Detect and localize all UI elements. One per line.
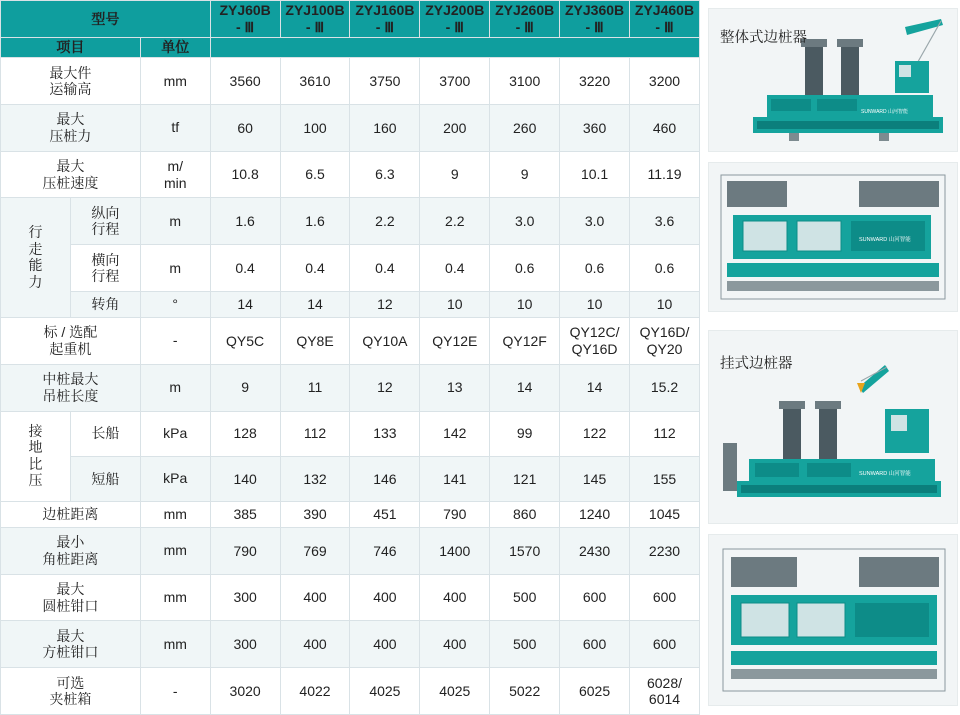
model-1-line2: - Ⅲ [236,19,255,36]
table-row [1,104,700,151]
row-value: 500 [490,621,560,668]
table-row [1,58,700,105]
row-value: 0.4 [420,245,490,292]
row-name: 最大 压桩速度 [1,151,141,198]
row-name: 可选 夹桩箱 [1,668,141,715]
header-model-label: 型号 [1,1,211,38]
row-value: 10 [560,291,630,317]
row-unit: m [140,245,210,292]
row-value: 600 [560,574,630,621]
row-value: 1045 [630,501,700,527]
row-value: 112 [630,411,700,456]
row-value: 790 [210,527,280,574]
row-value: 12 [350,291,420,317]
header-model-3 [350,1,420,38]
machine-diagram-4 [709,535,957,705]
row-value: 260 [490,104,560,151]
row-value: QY16D/ QY20 [630,318,700,365]
table-row [1,411,700,456]
row-value: 4022 [280,668,350,715]
row-value: 6025 [560,668,630,715]
row-value: 0.4 [280,245,350,292]
row-value: 145 [560,456,630,501]
header-model-2 [280,1,350,38]
row-value: 0.6 [560,245,630,292]
row-value: 121 [490,456,560,501]
row-value: 3.0 [490,198,560,245]
row-value: 9 [420,151,490,198]
row-value: 9 [210,364,280,411]
figure-top-view-attached [708,534,958,706]
row-value: 3.6 [630,198,700,245]
row-value: 6.3 [350,151,420,198]
row-value: 146 [350,456,420,501]
header-unit-label: 单位 [140,38,210,58]
row-value: QY12F [490,318,560,365]
row-value: 1400 [420,527,490,574]
row-unit: mm [140,501,210,527]
header-model-1 [210,1,280,38]
row-value: 14 [490,364,560,411]
row-value: 300 [210,621,280,668]
row-unit: mm [140,574,210,621]
model-5-line2: - Ⅲ [515,19,534,36]
model-1-line1: ZYJ60B [219,2,271,18]
row-value: 769 [280,527,350,574]
row-value: 3750 [350,58,420,105]
row-value: 400 [280,574,350,621]
row-value: 142 [420,411,490,456]
row-value: QY12C/ QY16D [560,318,630,365]
caption-integrated-side-pile-device: 整体式边桩器 [720,30,807,46]
row-unit: mm [140,58,210,105]
row-value: 746 [350,527,420,574]
row-value: 400 [350,574,420,621]
row-name: 纵向 行程 [70,198,140,245]
caption-attached-side-pile-device: 挂式边桩器 [720,356,793,372]
row-value: 0.4 [210,245,280,292]
row-value: 1570 [490,527,560,574]
row-unit: kPa [140,456,210,501]
row-value: 14 [280,291,350,317]
row-value: 300 [210,574,280,621]
model-6-line1: ZYJ360B [564,2,625,18]
row-value: 133 [350,411,420,456]
model-5-line1: ZYJ260B [495,2,555,18]
row-unit: m [140,364,210,411]
row-value: 13 [420,364,490,411]
row-value: 3.0 [560,198,630,245]
table-row [1,198,700,245]
row-value: 132 [280,456,350,501]
row-value: 1240 [560,501,630,527]
row-value: 160 [350,104,420,151]
row-value: 0.6 [630,245,700,292]
header-model-4 [420,1,490,38]
svg-text:SUNWARD 山河智能: SUNWARD 山河智能 [861,109,909,115]
row-group-label [1,198,71,318]
model-4-line2: - Ⅲ [445,19,464,36]
row-value: 790 [420,501,490,527]
row-group-label-text: 行 走 能 力 [28,224,43,290]
table-row [1,291,700,317]
model-4-line1: ZYJ200B [425,2,485,18]
row-name: 标 / 选配 起重机 [1,318,141,365]
row-value: 390 [280,501,350,527]
row-value: 14 [560,364,630,411]
header-model-7 [630,1,700,38]
machine-diagram-2 [709,163,957,311]
row-value: 200 [420,104,490,151]
row-value: 3700 [420,58,490,105]
figure-top-view-integrated [708,162,958,312]
row-value: 400 [350,621,420,668]
row-name: 短船 [70,456,140,501]
row-value: QY8E [280,318,350,365]
row-value: 400 [420,621,490,668]
row-value: 460 [630,104,700,151]
row-value: 10 [630,291,700,317]
table-row [1,574,700,621]
row-value: 860 [490,501,560,527]
header-model-6 [560,1,630,38]
model-2-line2: - Ⅲ [305,19,325,36]
row-value: 600 [630,574,700,621]
row-value: 500 [490,574,560,621]
row-value: 3100 [490,58,560,105]
table-row [1,668,700,715]
table-row [1,621,700,668]
row-name: 横向 行程 [70,245,140,292]
row-value: 3200 [630,58,700,105]
row-unit: - [140,668,210,715]
row-unit: m/ min [140,151,210,198]
svg-text:SUNWARD 山河智能: SUNWARD 山河智能 [859,237,911,243]
row-value: 12 [350,364,420,411]
row-value: 0.6 [490,245,560,292]
row-value: 2430 [560,527,630,574]
model-6-line2: - Ⅲ [585,19,604,36]
row-value: 400 [280,621,350,668]
row-value: 2.2 [350,198,420,245]
model-2-line1: ZYJ100B [285,2,345,18]
row-unit: - [140,318,210,365]
row-value: 122 [560,411,630,456]
row-value: 141 [420,456,490,501]
row-value: 10.8 [210,151,280,198]
row-value: 4025 [350,668,420,715]
row-unit: tf [140,104,210,151]
row-unit: mm [140,621,210,668]
row-value: 15.2 [630,364,700,411]
table-body [1,58,700,715]
row-name: 最大 压桩力 [1,104,141,151]
row-value: 5022 [490,668,560,715]
row-value: 10 [490,291,560,317]
row-name: 中桩最大 吊桩长度 [1,364,141,411]
row-name: 最大 方桩钳口 [1,621,141,668]
row-value: 600 [630,621,700,668]
row-value: 128 [210,411,280,456]
table-row [1,245,700,292]
table-header [1,1,700,58]
row-value: 9 [490,151,560,198]
row-value: 100 [280,104,350,151]
row-value: 99 [490,411,560,456]
row-value: 1.6 [280,198,350,245]
model-3-line1: ZYJ160B [355,2,415,18]
row-value: QY12E [420,318,490,365]
header-item-label: 项目 [1,38,141,58]
row-value: 10.1 [560,151,630,198]
row-name: 边桩距离 [1,501,141,527]
table-row [1,364,700,411]
row-value: 4025 [420,668,490,715]
row-value: 0.4 [350,245,420,292]
row-value: 155 [630,456,700,501]
row-group-label [1,411,71,501]
illustration-column [700,0,960,715]
row-name: 转角 [70,291,140,317]
row-name: 最大件 运输高 [1,58,141,105]
row-value: 6028/ 6014 [630,668,700,715]
row-value: 600 [560,621,630,668]
header-model-spacer [210,38,699,58]
row-value: 6.5 [280,151,350,198]
row-name: 长船 [70,411,140,456]
table-row [1,501,700,527]
row-value: 3020 [210,668,280,715]
table-row [1,318,700,365]
row-value: QY10A [350,318,420,365]
row-unit: ° [140,291,210,317]
row-unit: kPa [140,411,210,456]
row-value: 11.19 [630,151,700,198]
row-value: 11 [280,364,350,411]
table-row [1,527,700,574]
row-value: 140 [210,456,280,501]
row-value: 1.6 [210,198,280,245]
row-value: 3220 [560,58,630,105]
header-model-5 [490,1,560,38]
row-unit: m [140,198,210,245]
table-row [1,456,700,501]
model-7-line2: - Ⅲ [655,19,674,36]
row-value: 385 [210,501,280,527]
row-unit: mm [140,527,210,574]
row-value: 451 [350,501,420,527]
row-value: 60 [210,104,280,151]
row-value: 14 [210,291,280,317]
row-value: 360 [560,104,630,151]
header-row-item-unit [1,38,700,58]
row-value: 400 [420,574,490,621]
row-value: QY5C [210,318,280,365]
row-value: 112 [280,411,350,456]
table-row [1,151,700,198]
header-row-models [1,1,700,38]
row-value: 3610 [280,58,350,105]
model-3-line2: - Ⅲ [375,19,394,36]
row-value: 2230 [630,527,700,574]
row-value: 2.2 [420,198,490,245]
row-value: 10 [420,291,490,317]
row-name: 最大 圆桩钳口 [1,574,141,621]
row-name: 最小 角桩距离 [1,527,141,574]
row-value: 3560 [210,58,280,105]
svg-text:SUNWARD 山河智能: SUNWARD 山河智能 [859,471,911,477]
row-group-label-text: 接 地 比 压 [28,422,43,489]
model-7-line1: ZYJ460B [634,2,695,18]
